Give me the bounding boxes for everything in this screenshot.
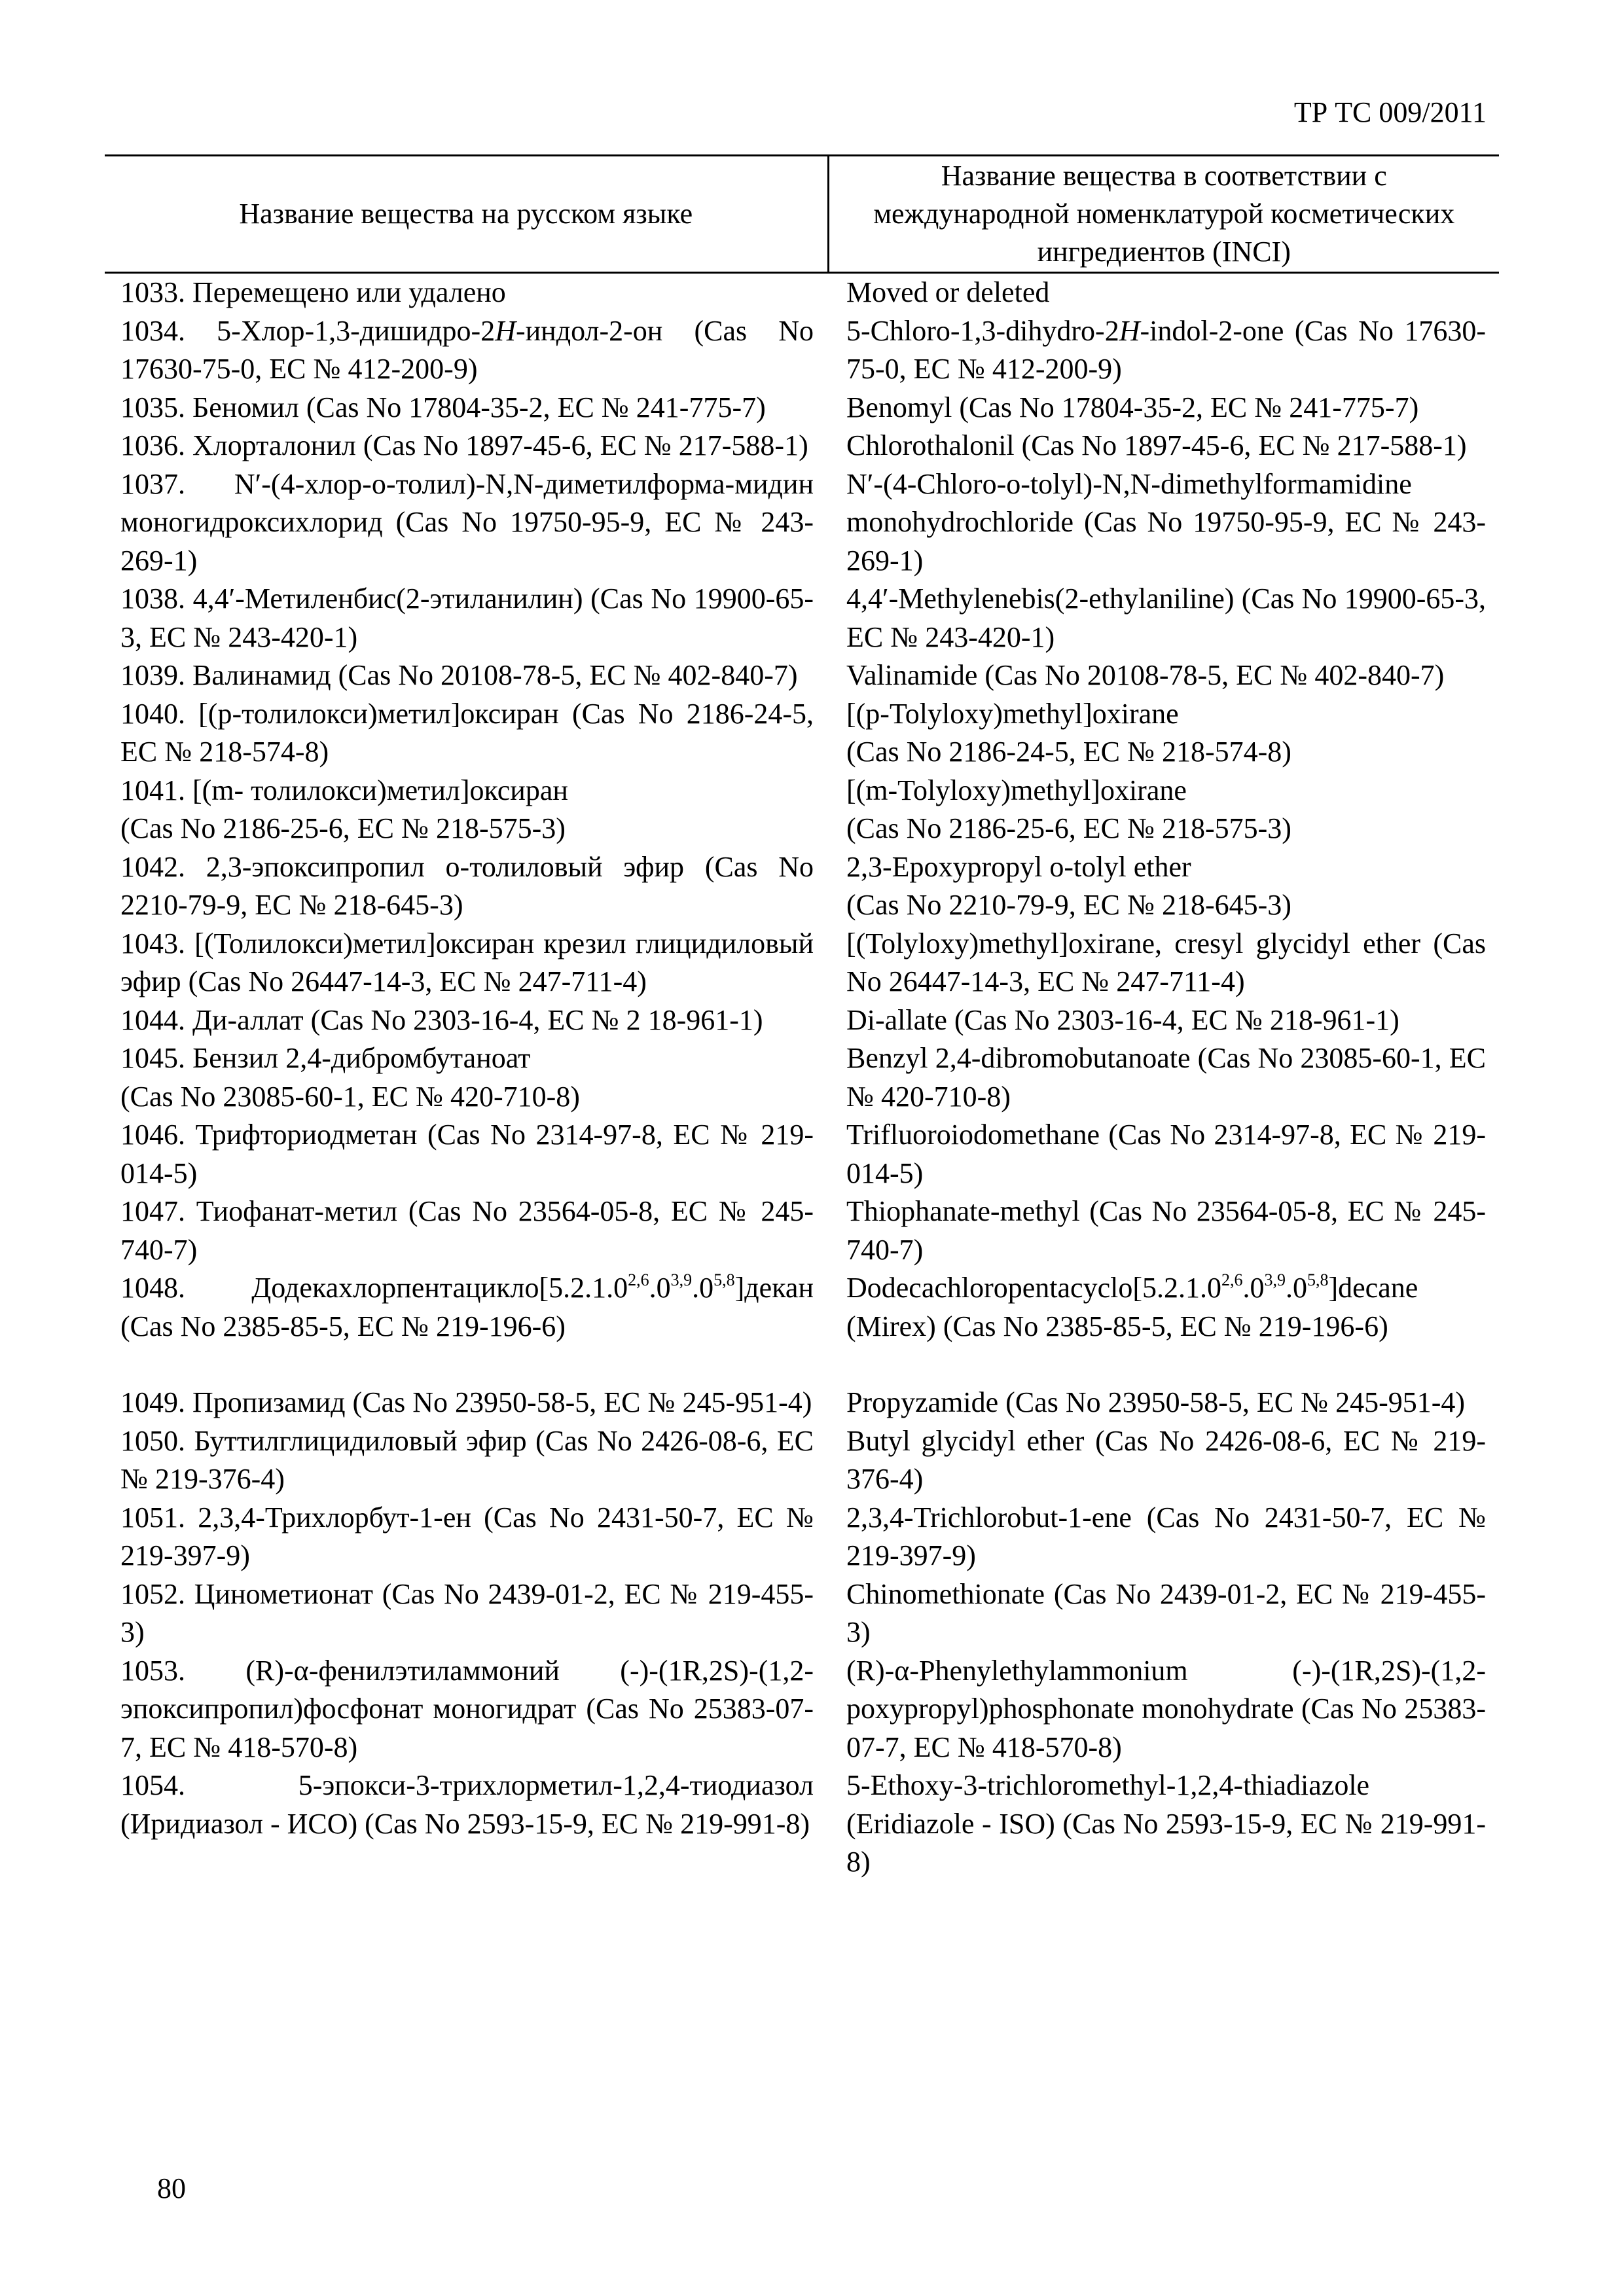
text-part: 1048. Додекахлорпентацикло[5.2.1.0 <box>120 1272 628 1304</box>
table-row <box>105 389 1499 427</box>
table-row <box>105 1767 1499 1882</box>
text-line: (Cas No 2186-24-5, EC № 218-574-8) <box>846 736 1291 768</box>
russian-name-cell: 1054. 5-эпокси-3-трихлорметил-1,2,4-тиодиазол (Иридиазол - ИСО) (Cas No 2593-15-9, EC № 219-991-8) <box>120 1769 814 1840</box>
text-line: (Cas No 2186-25-6, EC № 218-575-3) <box>120 812 566 844</box>
table-row <box>105 772 1499 848</box>
text-line: [(m-Tolyloxy)methyl]oxirane <box>846 774 1187 806</box>
text-line: 1045. Бензил 2,4-дибромбутаноат <box>120 1042 531 1074</box>
table-row <box>105 695 1499 772</box>
inci-name-cell <box>828 1269 1499 1384</box>
inci-name-cell <box>828 312 1499 389</box>
table-row <box>105 580 1499 656</box>
russian-name-cell: 1044. Ди-аллат (Cas No 2303-16-4, EC № 2 18-961-1) <box>120 1003 763 1036</box>
inci-name-cell: Propyzamide (Cas No 23950-58-5, EC № 245-951-4) <box>846 1386 1466 1418</box>
superscript: 5,8 <box>1307 1270 1329 1289</box>
russian-name-cell: 1051. 2,3,4-Трихлорбут-1-ен (Cas No 2431-50-7, EC № 219-397-9) <box>120 1501 814 1571</box>
table-row <box>105 1269 1499 1384</box>
table-row <box>105 925 1499 1001</box>
column-header-russian: Название вещества на русском языке <box>105 156 828 273</box>
russian-name-cell: 1047. Тиофанат-метил (Cas No 23564-05-8, EC № 245-740-7) <box>120 1195 814 1266</box>
text-part: ]decane (Mirex) (Cas No 2385-85-5, EC № 219-196-6) <box>846 1272 1418 1342</box>
table-header-row <box>105 156 1499 273</box>
text-part: .0 <box>1242 1272 1265 1304</box>
russian-name-cell: 1042. 2,3-эпоксипропил o-толиловый эфир (Cas No 2210-79-9, EC № 218-645-3) <box>120 850 814 921</box>
table-row <box>105 273 1499 312</box>
table-row <box>105 656 1499 695</box>
russian-name-cell: 1040. [(p-толилокси)метил]оксиран (Cas No 2186-24-5, EC № 218-574-8) <box>120 697 814 768</box>
russian-name-cell: 1049. Пропизамид (Cas No 23950-58-5, EC № 245-951-4) <box>120 1386 812 1418</box>
text-part: -indol-2-one (Cas No 17630-75-0, EC № 412-200-9) <box>846 314 1486 385</box>
table-row <box>105 1116 1499 1193</box>
table-row <box>105 1384 1499 1422</box>
inci-name-cell <box>828 772 1499 848</box>
text-line: [(p-Tolyloxy)methyl]oxirane <box>846 697 1179 730</box>
table-row <box>105 1039 1499 1116</box>
table-row <box>105 465 1499 581</box>
inci-name-cell: Moved or deleted <box>846 276 1050 308</box>
superscript: 2,6 <box>1221 1270 1243 1289</box>
column-header-inci: Название вещества в соответствии с международной номенклатурой косметических ингредиентов (INCI) <box>828 156 1499 273</box>
superscript: 3,9 <box>670 1270 693 1289</box>
inci-name-cell: Benomyl (Cas No 17804-35-2, EC № 241-775-7) <box>846 391 1419 423</box>
russian-name-cell: 1043. [(Толилокси)метил]оксиран крезил глицидиловый эфир (Cas No 26447-14-3, EC № 247-711-4) <box>120 927 814 997</box>
inci-name-cell: (R)-α-Phenylethylammonium (-)-(1R,2S)-(1,2-poxypropyl)phosphonate monohydrate (Cas No 25383-07-7, EC № 418-570-8) <box>846 1654 1486 1763</box>
superscript: 3,9 <box>1264 1270 1286 1289</box>
inci-name-cell: Thiophanate-methyl (Cas No 23564-05-8, EC № 245-740-7) <box>846 1195 1486 1266</box>
russian-name-cell: 1035. Беномил (Cas No 17804-35-2, EC № 241-775-7) <box>120 391 766 423</box>
table-row <box>105 1652 1499 1767</box>
russian-name-cell <box>105 1269 828 1384</box>
inci-name-cell <box>828 695 1499 772</box>
table-row <box>105 848 1499 925</box>
inci-name-cell: Chinomethionate (Cas No 2439-01-2, EC № 219-455-3) <box>846 1577 1486 1648</box>
table-row <box>105 312 1499 389</box>
inci-name-cell: [(Tolyloxy)methyl]oxirane, cresyl glycidyl ether (Cas No 26447-14-3, EC № 247-711-4) <box>846 927 1486 997</box>
inci-name-cell: Chlorothalonil (Cas No 1897-45-6, EC № 217-588-1) <box>846 429 1467 461</box>
text-part: .0 <box>1286 1272 1307 1304</box>
inci-name-cell: Valinamide (Cas No 20108-78-5, EC № 402-840-7) <box>846 659 1445 691</box>
table-row <box>105 1193 1499 1269</box>
inci-name-cell: Benzyl 2,4-dibromobutanoate (Cas No 23085-60-1, EC № 420-710-8) <box>846 1042 1486 1113</box>
russian-name-cell: 1053. (R)-α-фенилэтиламмоний (-)-(1R,2S)-(1,2-эпоксипропил)фосфонат моногидрат (Cas No 25383-07-7, EC № 418-570-8) <box>120 1654 814 1763</box>
page-number: 80 <box>157 2172 186 2204</box>
russian-name-cell: 1033. Перемещено или удалено <box>120 276 506 308</box>
inci-name-cell: Butyl glycidyl ether (Cas No 2426-08-6, EC № 219-376-4) <box>846 1424 1486 1495</box>
superscript: 2,6 <box>628 1270 649 1289</box>
table-row <box>105 1001 1499 1040</box>
text-line: (Cas No 2210-79-9, EC № 218-645-3) <box>846 889 1291 921</box>
russian-name-cell <box>105 1039 828 1116</box>
russian-name-cell: 1038. 4,4′-Метиленбис(2-этиланилин) (Cas No 19900-65-3, EC № 243-420-1) <box>120 583 814 653</box>
text-part: 5-Chloro-1,3-dihydro-2 <box>846 314 1119 347</box>
inci-name-cell <box>828 848 1499 925</box>
inci-name-cell: 2,3,4-Trichlorobut-1-ene (Cas No 2431-50-7, EC № 219-397-9) <box>846 1501 1486 1571</box>
text-part: ]декан (Cas No 2385-85-5, EC № 219-196-6) <box>120 1272 814 1342</box>
text-part: Dodecachloropentacyclo[5.2.1.0 <box>846 1272 1221 1304</box>
russian-name-cell <box>105 772 828 848</box>
text-line: (Cas No 23085-60-1, EC № 420-710-8) <box>120 1080 580 1113</box>
table-row <box>105 427 1499 465</box>
russian-name-cell: 1039. Валинамид (Cas No 20108-78-5, EC № 402-840-7) <box>120 659 798 691</box>
text-line: 1041. [(m- толилокси)метил]оксиран <box>120 774 568 806</box>
inci-name-cell: Trifluoroiodomethane (Cas No 2314-97-8, EC № 219-014-5) <box>846 1119 1486 1189</box>
russian-name-cell: 1050. Буттилглицидиловый эфир (Cas No 2426-08-6, EC № 219-376-4) <box>120 1424 814 1495</box>
text-line: (Cas No 2186-25-6, EC № 218-575-3) <box>846 812 1291 844</box>
table-row <box>105 1499 1499 1575</box>
table-row <box>105 1422 1499 1499</box>
inci-name-cell: 4,4′-Methylenebis(2-ethylaniline) (Cas No 19900-65-3, EC № 243-420-1) <box>846 583 1486 653</box>
substances-table <box>105 154 1499 1882</box>
text-part: 1034. 5-Хлор-1,3-дишидро-2 <box>120 314 496 347</box>
russian-name-cell: 1036. Хлорталонил (Cas No 1897-45-6, EC № 217-588-1) <box>120 429 808 461</box>
russian-name-cell: 1037. N′-(4-хлор-o-толил)-N,N-диметилформа-мидин моногидроксихлорид (Cas No 19750-95-9, EC № 243-269-1) <box>120 467 814 577</box>
russian-name-cell: 1052. Цинометионат (Cas No 2439-01-2, EC № 219-455-3) <box>120 1577 814 1648</box>
text-part: .0 <box>692 1272 714 1304</box>
text-part: .0 <box>649 1272 671 1304</box>
document-code: ТР ТС 009/2011 <box>1293 96 1487 128</box>
superscript: 5,8 <box>713 1270 735 1289</box>
inci-name-cell: Di-allate (Cas No 2303-16-4, EC № 218-961-1) <box>846 1003 1399 1036</box>
italic-part: H <box>1119 314 1140 347</box>
text-part: -индол-2-он (Cas No 17630-75-0, EC № 412-200-9) <box>120 314 814 385</box>
table-row <box>105 1575 1499 1652</box>
russian-name-cell <box>105 312 828 389</box>
inci-name-cell: 5-Ethoxy-3-trichloromethyl-1,2,4-thiadiazole (Eridiazole - ISO) (Cas No 2593-15-9, EC № 219-991-8) <box>846 1769 1486 1878</box>
russian-name-cell: 1046. Трифториодметан (Cas No 2314-97-8, EC № 219-014-5) <box>120 1119 814 1189</box>
inci-name-cell: N′-(4-Chloro-o-tolyl)-N,N-dimethylformamidine monohydrochloride (Cas No 19750-95-9, EC № 243-269-1) <box>846 467 1486 577</box>
italic-part: H <box>495 314 516 347</box>
text-line: 2,3-Epoxypropyl o-tolyl ether <box>846 850 1191 883</box>
